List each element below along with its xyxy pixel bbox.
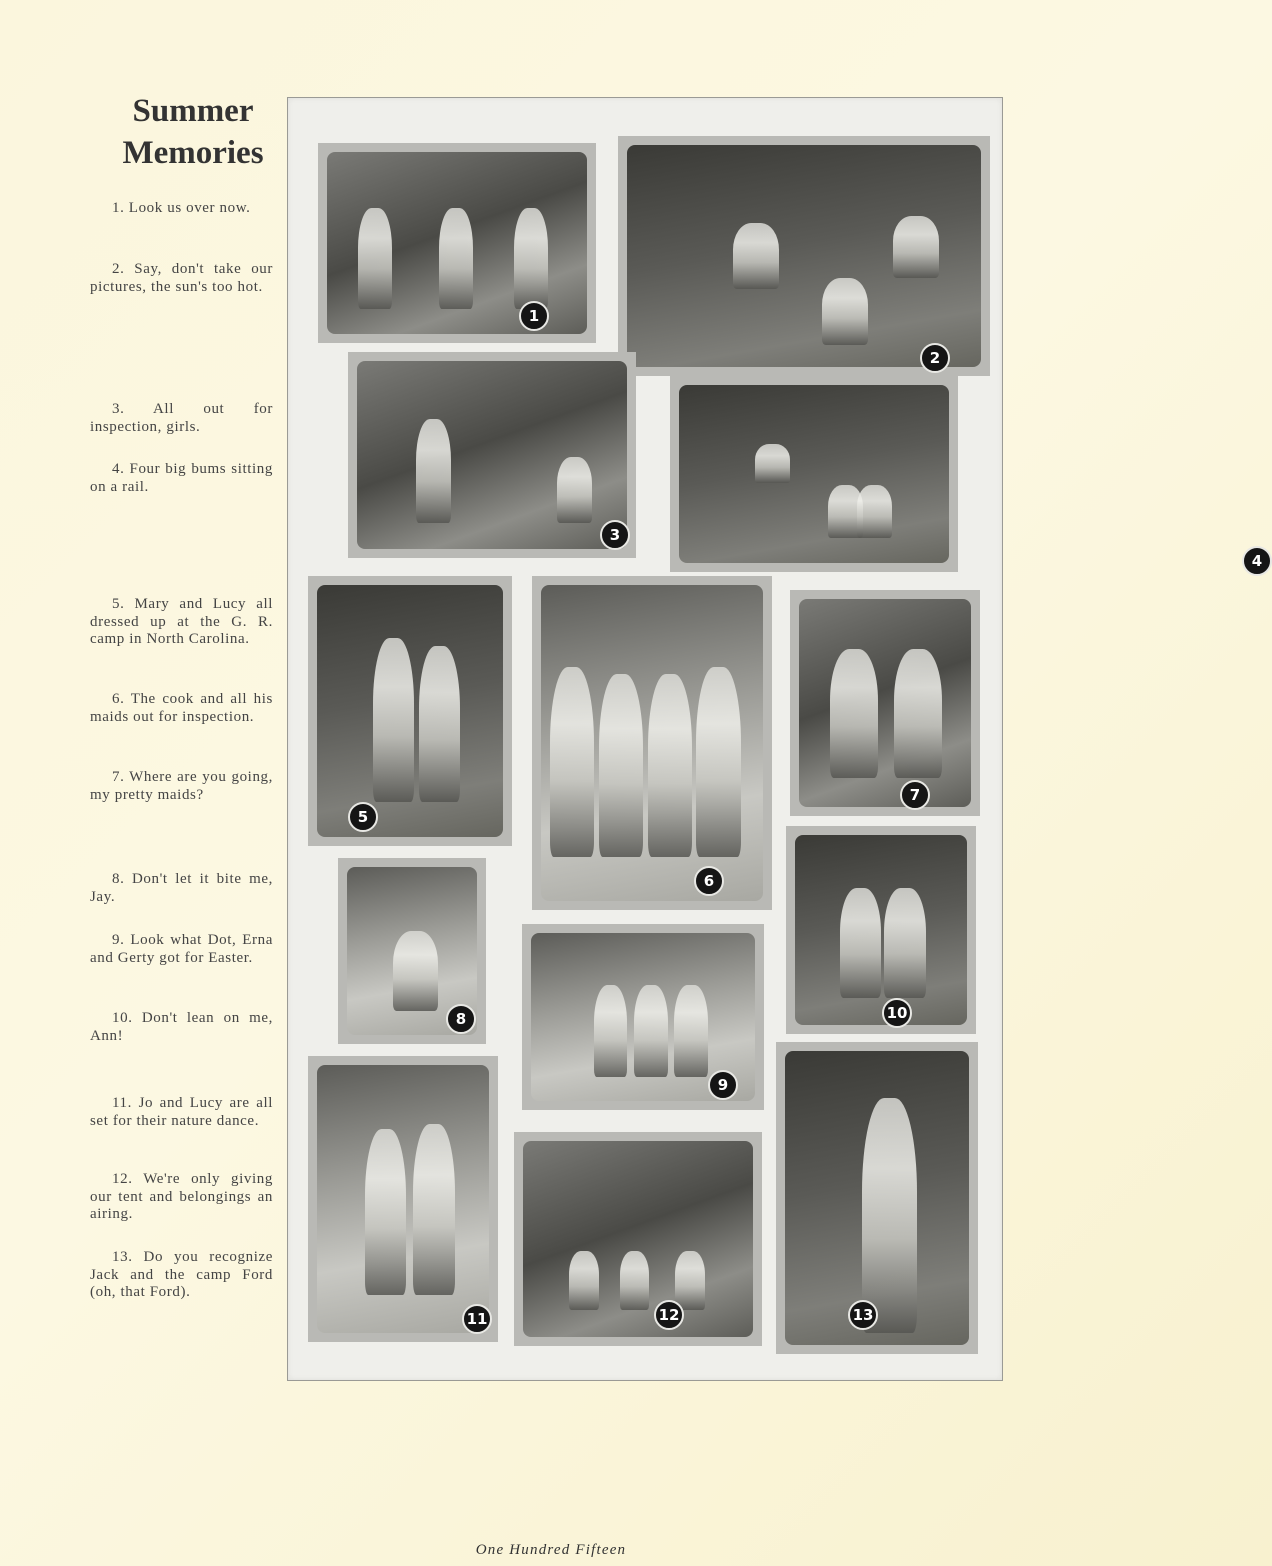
caption-9: 9. Look what Dot, Erna and Gerty got for Easter. [90,932,273,966]
photo-13-image [785,1051,969,1345]
photo-7 [790,590,980,816]
photo-collage [287,97,1263,1381]
photo-number-10: 10 [882,998,912,1028]
photo-1 [318,143,596,343]
caption-13: 13. Do you recognize Jack and the camp Ford (oh, that Ford). [90,1249,273,1300]
photo-2-image [627,145,981,367]
photo-7-image [799,599,971,807]
caption-8: 8. Don't let it bite me, Jay. [90,871,273,905]
photo-10 [786,826,976,1034]
photo-number-2: 2 [920,343,950,373]
caption-12: 12. We're only giving our tent and belongings an airing. [90,1171,273,1222]
caption-6: 6. The cook and all his maids out for inspection. [90,691,273,725]
photo-number-6: 6 [694,866,724,896]
photo-5 [308,576,512,846]
photo-12 [514,1132,762,1346]
photo-number-1: 1 [519,301,549,331]
photo-number-7: 7 [900,780,930,810]
photo-number-8: 8 [446,1004,476,1034]
photo-4 [670,376,1263,572]
photo-6 [532,576,772,910]
caption-4: 4. Four big bums sitting on a rail. [90,461,273,495]
photo-4-image [679,385,949,563]
photo-3 [348,352,636,558]
caption-1: 1. Look us over now. [112,200,251,216]
photo-11-image [317,1065,489,1333]
photo-3-image [357,361,627,549]
page-title: Summer Memories [122,93,264,171]
photo-9 [522,924,764,1110]
photo-5-image [317,585,503,837]
caption-5: 5. Mary and Lucy all dressed up at the G. R. camp in North Carolina. [90,596,273,647]
photo-12-image [523,1141,753,1337]
photo-13 [776,1042,978,1354]
caption-10: 10. Don't lean on me, Ann! [90,1010,273,1044]
photo-number-5: 5 [348,802,378,832]
photo-6-image [541,585,763,901]
photo-1-image [327,152,587,334]
page-number-footer: One Hundred Fifteen [475,1542,627,1558]
photo-2 [618,136,990,376]
photo-number-4: 4 [1242,546,1272,576]
photo-number-11: 11 [462,1304,492,1334]
photo-number-12: 12 [654,1300,684,1330]
photo-number-3: 3 [600,520,630,550]
caption-3: 3. All out for inspection, girls. [90,401,273,435]
photo-10-image [795,835,967,1025]
caption-2: 2. Say, don't take our pictures, the sun's too hot. [90,261,273,295]
photo-number-13: 13 [848,1300,878,1330]
caption-11: 11. Jo and Lucy are all set for their nature dance. [90,1095,273,1129]
caption-7: 7. Where are you going, my pretty maids? [90,769,273,803]
photo-11 [308,1056,498,1342]
photo-8 [338,858,486,1044]
photo-number-9: 9 [708,1070,738,1100]
